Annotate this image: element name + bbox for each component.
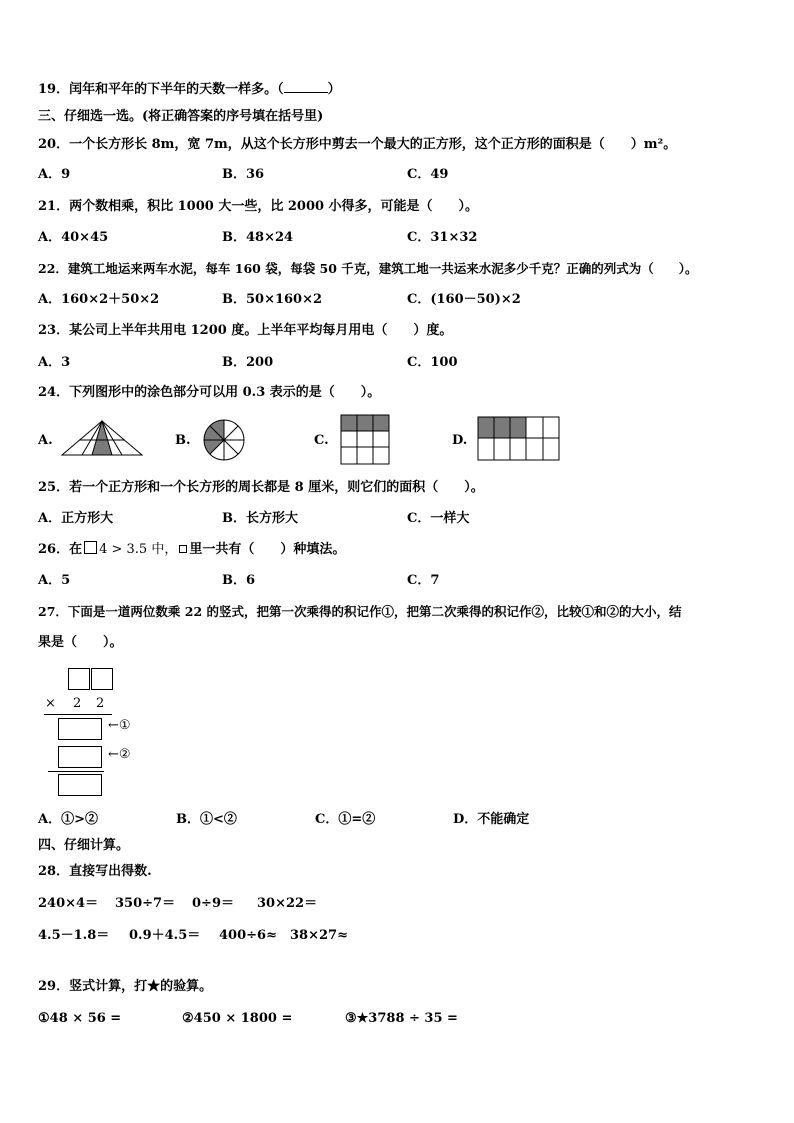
q26-text-mid: 4 > 3.5 中， [99,542,178,557]
small-square-icon [179,545,187,553]
q21-option-a[interactable]: A．40×45 [38,230,109,245]
q28-item-8: 38×27≈ [290,928,348,943]
q28-item-1: 240×4＝ [38,896,99,911]
q28-item-4: 30×22＝ [257,896,318,911]
q20-option-b[interactable]: B．36 [222,167,265,182]
q28-item-3: 0÷9＝ [192,896,234,911]
q29-item-3: ③★3788 ÷ 35 = [345,1011,458,1026]
q27-option-d[interactable]: D．不能确定 [453,812,530,827]
q20-option-c[interactable]: C．49 [407,167,449,182]
q26-text-post: 里一共有（ ）种填法。 [189,542,346,557]
q24-option-a[interactable]: A. [38,433,53,448]
q21-text: 21．两个数相乘，积比 1000 大一些，比 2000 小得多，可能是（ ）。 [38,199,479,214]
q22-option-a[interactable]: A．160×2＋50×2 [38,292,160,307]
q25-option-c[interactable]: C．一样大 [407,511,470,526]
q27-text-line-2: 果是（ ）。 [38,635,123,650]
q24-option-d[interactable]: D. [452,433,468,448]
q19-answer-blank[interactable] [284,80,328,93]
q21-option-b[interactable]: B．48×24 [222,230,294,245]
calc-rule-2 [48,771,104,772]
q28-item-5: 4.5－1.8＝ [38,928,110,943]
q26-line [38,541,345,559]
q29-item-1: ①48 × 56 = [38,1011,122,1026]
calc-rule-1 [44,714,112,715]
section-3-heading: 三、仔细选一选。(将正确答案的序号填在括号里) [38,109,324,124]
q26-text-pre: 26．在 [38,542,83,557]
q24-text: 24．下列图形中的涂色部分可以用 0.3 表示的是（ ）。 [38,385,381,400]
q19-text: 19．闰年和平年的下半年的天数一样多。 [38,82,278,97]
tens-digit-box[interactable] [68,668,90,690]
multiplier-digit-2: 2 [96,696,105,711]
section-4-heading: 四、仔细计算。 [38,838,130,853]
q23-option-a[interactable]: A．3 [38,355,71,370]
q19-open: （ [277,82,284,97]
product-2-box[interactable] [58,746,102,768]
blank-square-icon [84,541,97,554]
q19-line [38,80,341,99]
q28-item-6: 0.9＋4.5＝ [129,928,201,943]
q25-text: 25．若一个正方形和一个长方形的周长都是 8 厘米，则它们的面积（ ）。 [38,480,484,495]
triangle-figure [60,418,144,458]
q27-option-c[interactable]: C．①=② [315,812,376,827]
q23-option-b[interactable]: B．200 [222,355,274,370]
multiplier-digit-1: 2 [73,696,82,711]
q23-option-c[interactable]: C．100 [407,355,458,370]
q22-option-b[interactable]: B．50×160×2 [222,292,323,307]
q27-text-line-1: 27．下面是一道两位数乘 22 的竖式，把第一次乘得的积记作①，把第二次乘得的积记作②，比较①和②的大小，结 [38,604,682,619]
q26-option-a[interactable]: A．5 [38,573,71,588]
q25-option-b[interactable]: B．长方形大 [222,511,298,526]
q19-close: ） [327,82,341,97]
q28-text: 28．直接写出得数. [38,864,152,879]
q27-option-b[interactable]: B．①<② [176,812,237,827]
q26-option-c[interactable]: C．7 [407,573,440,588]
q26-option-b[interactable]: B．6 [222,573,256,588]
grid-3x3-figure [340,414,390,466]
arrow-label-2: ←② [108,747,131,762]
grid-2x5-figure [477,416,561,462]
q23-text: 23．某公司上半年共用电 1200 度。上半年平均每月用电（ ）度。 [38,323,453,338]
q29-item-2: ②450 × 1800 = [182,1011,293,1026]
q28-item-7: 400÷6≈ [219,928,277,943]
q24-option-c[interactable]: C. [314,433,329,448]
circle-figure [201,418,247,464]
final-product-box[interactable] [58,774,102,796]
q20-text: 20．一个长方形长 8m，宽 7m，从这个长方形中剪去一个最大的正方形，这个正方形的面积是（ ）m²。 [38,137,677,152]
q27-option-a[interactable]: A．①>② [38,812,98,827]
q20-option-a[interactable]: A．9 [38,167,71,182]
times-sign: × [45,696,56,711]
q25-option-a[interactable]: A．正方形大 [38,511,114,526]
q21-option-c[interactable]: C．31×32 [407,230,478,245]
product-1-box[interactable] [58,718,102,740]
q28-item-2: 350÷7＝ [115,896,176,911]
q24-option-b[interactable]: B. [175,433,191,448]
q29-text: 29．竖式计算，打★的验算。 [38,979,213,994]
arrow-label-1: ←① [108,718,131,733]
q22-option-c[interactable]: C．(160－50)×2 [407,292,521,307]
ones-digit-box[interactable] [91,668,113,690]
q22-text: 22．建筑工地运来两车水泥，每车 160 袋，每袋 50 千克，建筑工地一共运来水泥多少千克？正确的列式为（ ）。 [38,261,698,276]
